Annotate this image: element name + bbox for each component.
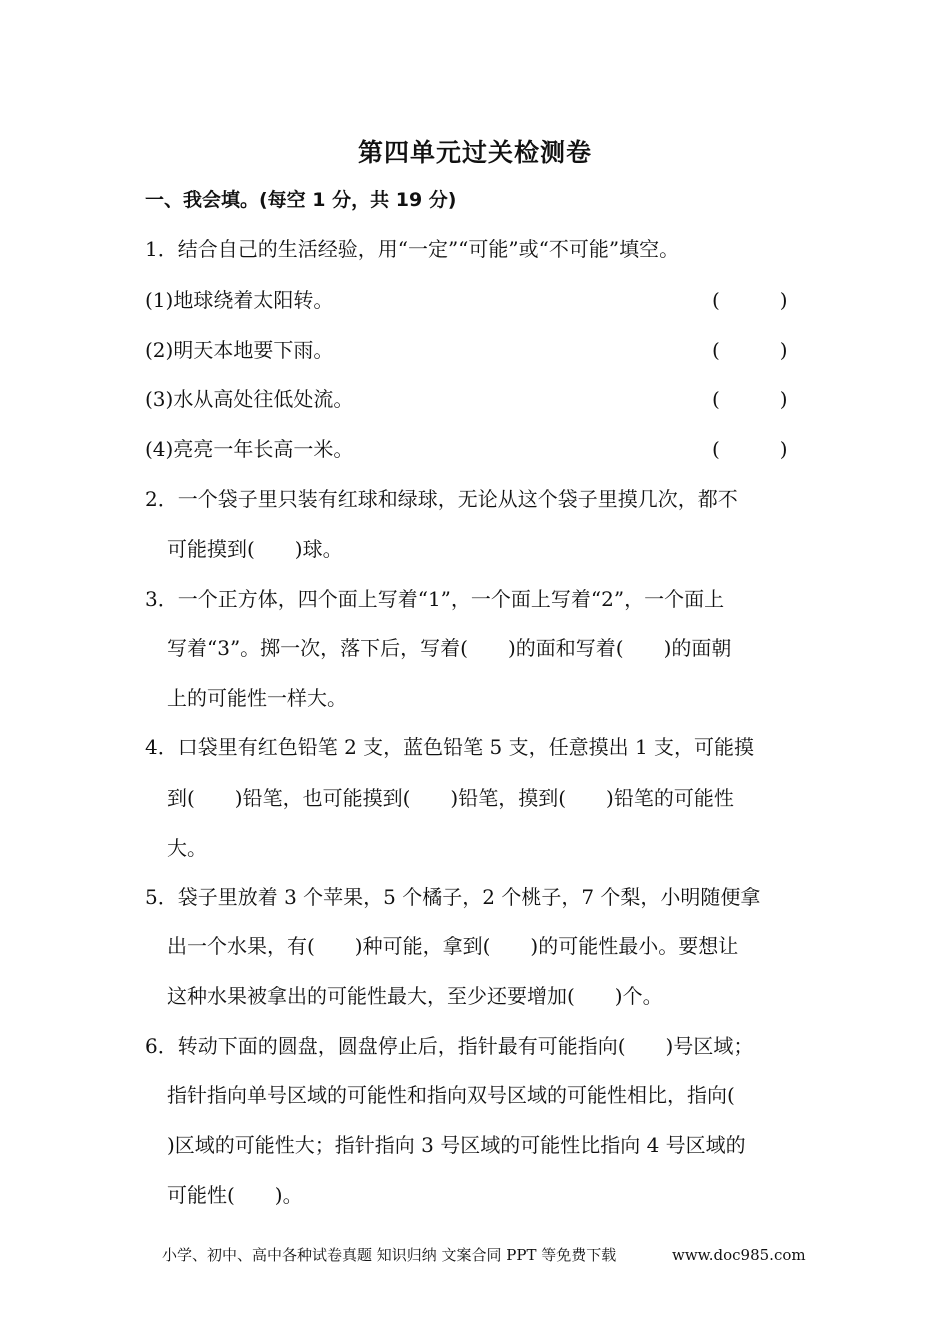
question-1-item: (3)水从高处往低处流。 (145, 387, 354, 411)
question-6-line: 可能性( )。 (167, 1183, 303, 1207)
section-heading: 一、我会填。(每空 1 分，共 19 分) (145, 189, 457, 211)
page-title: 第四单元过关检测卷 (357, 138, 592, 167)
question-1-stem: 1．结合自己的生活经验，用“一定”“可能”或“不可能”填空。 (145, 237, 680, 261)
question-3-line: 3．一个正方体，四个面上写着“1”，一个面上写着“2”，一个面上 (145, 587, 725, 611)
question-2-line: 可能摸到( )球。 (167, 537, 343, 561)
question-5-line: 5．袋子里放着 3 个苹果，5 个橘子，2 个桃子，7 个梨，小明随便拿 (145, 885, 761, 909)
question-4-line: 大。 (167, 836, 207, 860)
question-1-item: (2)明天本地要下雨。 (145, 338, 334, 362)
footer-text: 小学、初中、高中各种试卷真题 知识归纳 文案合同 PPT 等免费下载 (162, 1246, 617, 1264)
question-1-item: (4)亮亮一年长高一米。 (145, 437, 354, 461)
question-6-line: )区域的可能性大；指针指向 3 号区域的可能性比指向 4 号区域的 (167, 1133, 746, 1157)
question-6-line: 6．转动下面的圆盘，圆盘停止后，指针最有可能指向( )号区域； (145, 1034, 754, 1058)
question-4-line: 到( )铅笔，也可能摸到( )铅笔，摸到( )铅笔的可能性 (167, 786, 734, 810)
answer-blank: ( ) (712, 387, 788, 411)
question-5-line: 出一个水果，有( )种可能，拿到( )的可能性最小。要想让 (167, 934, 739, 958)
question-6-line: 指针指向单号区域的可能性和指向双号区域的可能性相比，指向( (167, 1083, 735, 1107)
question-5-line: 这种水果被拿出的可能性最大，至少还要增加( )个。 (167, 984, 663, 1008)
question-2-line: 2．一个袋子里只装有红球和绿球，无论从这个袋子里摸几次，都不 (145, 487, 738, 511)
answer-blank: ( ) (712, 437, 788, 461)
question-1-item: (1)地球绕着太阳转。 (145, 288, 334, 312)
footer-link[interactable]: www.doc985.com (672, 1246, 806, 1264)
answer-blank: ( ) (712, 288, 788, 312)
question-3-line: 写着“3”。掷一次，落下后，写着( )的面和写着( )的面朝 (167, 636, 732, 660)
question-4-line: 4．口袋里有红色铅笔 2 支，蓝色铅笔 5 支，任意摸出 1 支，可能摸 (145, 735, 755, 759)
answer-blank: ( ) (712, 338, 788, 362)
question-3-line: 上的可能性一样大。 (167, 686, 347, 710)
